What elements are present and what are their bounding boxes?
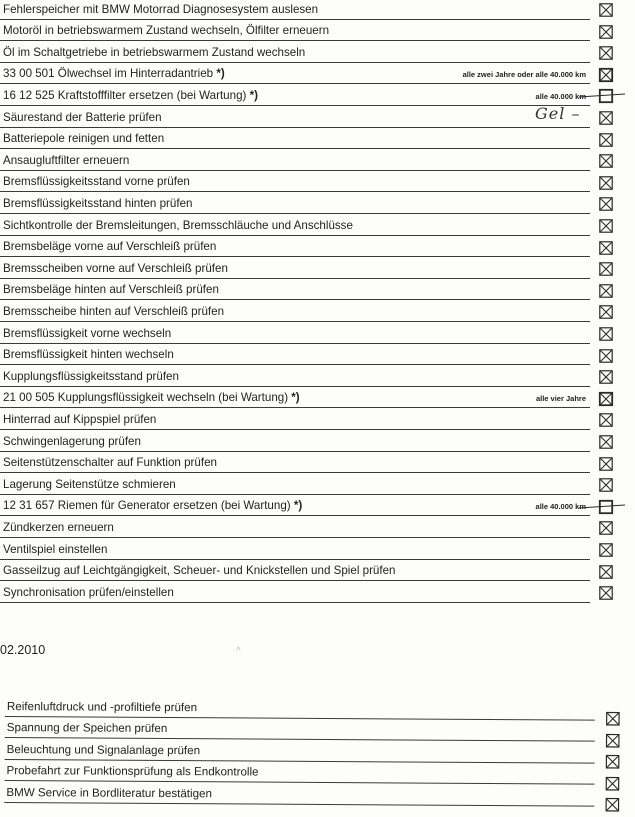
item-text: Bremsbeläge hinten auf Verschleiß prüfen — [3, 283, 219, 297]
checklist-item-label — [3, 46, 305, 59]
checklist-item-label — [3, 283, 219, 296]
item-text: 16 12 525 Kraftstofffilter ersetzen (bei Wartung) — [3, 88, 247, 102]
checklist-item-label: Beleuchtung und Signalanlage prüfen — [6, 742, 201, 757]
footnote-marker: *) — [213, 67, 225, 81]
checklist-row — [0, 236, 590, 258]
checklist-row — [0, 41, 590, 63]
paper-speck: ^ — [236, 646, 241, 657]
item-text: Schwingenlagerung prüfen — [3, 434, 141, 448]
checklist-item-label — [3, 240, 216, 253]
checklist-item-label — [3, 67, 225, 80]
item-text: Hinterrad auf Kippspiel prüfen — [3, 412, 157, 426]
item-text: Ansaugluftfilter erneuern — [3, 153, 130, 167]
checked-checkbox[interactable] — [599, 46, 613, 60]
checklist-row — [0, 128, 590, 150]
item-text: Säurestand der Batterie prüfen — [3, 110, 162, 124]
checklist-row — [0, 408, 590, 430]
checklist-item-label — [3, 435, 141, 448]
checklist-row — [0, 473, 590, 495]
checklist-item-label — [3, 499, 302, 512]
unchecked-checkbox[interactable] — [599, 89, 613, 103]
checklist-item-label — [3, 564, 396, 577]
checked-checkbox[interactable] — [599, 284, 613, 298]
checked-checkbox[interactable] — [599, 457, 613, 471]
checklist-item-label — [3, 132, 164, 145]
interval-note: alle 40.000 km — [535, 91, 586, 101]
checklist-row — [0, 495, 590, 517]
interval-note: alle vier Jahre — [535, 394, 586, 404]
checklist-item-label — [3, 175, 190, 188]
section-date: 02.2010 — [0, 643, 46, 657]
checked-checkbox[interactable] — [599, 219, 613, 233]
checklist-item-label — [3, 478, 176, 491]
checklist-item-label — [3, 305, 224, 318]
checklist-row — [0, 430, 590, 452]
checked-checkbox[interactable] — [599, 435, 613, 449]
footnote-marker: *) — [288, 391, 300, 405]
checklist-item-label — [3, 111, 162, 124]
checked-checkbox[interactable] — [599, 262, 613, 276]
checklist-row — [0, 214, 590, 236]
checklist-item-label — [3, 327, 171, 340]
checked-checkbox[interactable] — [599, 111, 613, 125]
checklist-row — [0, 365, 590, 387]
checklist-row — [0, 344, 590, 366]
item-text: Motoröl in betriebswarmem Zustand wechseln, Ölfilter erneuern — [3, 24, 330, 38]
item-text: Zündkerzen erneuern — [3, 520, 114, 534]
checklist-item-label — [3, 348, 174, 361]
checked-checkbox[interactable] — [599, 327, 613, 341]
checklist-row — [0, 149, 590, 171]
checked-checkbox[interactable] — [599, 305, 613, 319]
checked-checkbox[interactable] — [599, 68, 613, 82]
checklist-row — [0, 106, 590, 128]
checklist-row — [0, 84, 590, 106]
checked-checkbox[interactable] — [599, 370, 613, 384]
item-text: Seitenstützenschalter auf Funktion prüfen — [3, 456, 217, 470]
checklist-item-label — [3, 3, 318, 16]
checklist-row — [0, 20, 590, 42]
checked-checkbox[interactable] — [599, 521, 613, 535]
checklist-row — [0, 452, 590, 474]
checklist-section-2 — [0, 695, 635, 804]
item-text: Bremsflüssigkeitsstand vorne prüfen — [3, 175, 190, 189]
checklist-item-label — [3, 543, 107, 556]
checklist-item-label — [3, 262, 228, 275]
checklist-item-label: Reifenluftdruck und -profiltiefe prüfen — [6, 699, 198, 714]
item-text: Bremsflüssigkeit vorne wechseln — [3, 326, 172, 340]
item-text: Bremsbeläge vorne auf Verschleiß prüfen — [3, 240, 217, 254]
checked-checkbox[interactable] — [599, 413, 613, 427]
interval-note: alle zwei Jahre oder alle 40.000 km — [462, 70, 586, 80]
checklist-row — [0, 300, 590, 322]
checklist-row — [0, 0, 590, 20]
checklist-item-label — [3, 370, 179, 383]
item-text: Kupplungsflüssigkeitsstand prüfen — [3, 369, 179, 383]
checklist-item-label — [3, 521, 114, 534]
item-text: Sichtkontrolle der Bremsleitungen, Bremsschläuche und Anschlüsse — [3, 218, 353, 232]
checklist-item-label — [3, 456, 217, 469]
item-text: Öl im Schaltgetriebe in betriebswarmem Zustand wechseln — [3, 45, 306, 59]
checklist-row — [0, 322, 590, 344]
checked-checkbox[interactable] — [599, 3, 613, 17]
checked-checkbox[interactable] — [599, 197, 613, 211]
interval-note: alle 40.000 km — [535, 502, 586, 512]
checked-checkbox[interactable] — [599, 565, 613, 579]
checklist-item-label — [3, 391, 300, 404]
item-text: Ventilspiel einstellen — [3, 542, 108, 556]
checklist-row — [0, 516, 590, 538]
item-text: Bremsscheibe hinten auf Verschleiß prüfen — [3, 304, 225, 318]
checklist-item-label — [3, 154, 129, 167]
checklist-item-label: BMW Service in Bordliteratur bestätigen — [6, 785, 213, 800]
checklist-row — [0, 63, 590, 85]
item-text: Synchronisation prüfen/einstellen — [3, 585, 174, 599]
checklist-row — [0, 279, 590, 301]
checklist-row — [4, 781, 594, 806]
checklist-item-label — [3, 89, 258, 102]
checklist-row — [0, 192, 590, 214]
footnote-marker: *) — [290, 499, 303, 513]
checklist-row — [0, 560, 590, 582]
footnote-marker: *) — [246, 88, 258, 102]
checked-checkbox[interactable] — [599, 241, 613, 255]
checked-checkbox[interactable] — [599, 478, 613, 492]
item-text: Bremsflüssigkeitsstand hinten prüfen — [3, 196, 193, 210]
item-text: Fehlerspeicher mit BMW Motorrad Diagnosesystem auslesen — [3, 2, 319, 16]
checklist-item-label — [3, 219, 353, 232]
checklist-row — [0, 171, 590, 193]
item-text: 12 31 657 Riemen für Generator ersetzen (bei Wartung) — [3, 499, 291, 513]
checked-checkbox[interactable] — [599, 543, 613, 557]
checklist-row — [0, 257, 590, 279]
item-text: Lagerung Seitenstütze schmieren — [3, 477, 176, 491]
handwritten-note: Gel – — [535, 104, 581, 123]
item-text: Bremsflüssigkeit hinten wechseln — [3, 348, 174, 362]
checklist-item-label: Spannung der Speichen prüfen — [6, 721, 168, 736]
item-text: 33 00 501 Ölwechsel im Hinterradantrieb — [3, 67, 214, 81]
checklist-item-label — [3, 413, 156, 426]
item-text: 21 00 505 Kupplungsflüssigkeit wechseln (bei Wartung) — [3, 391, 289, 405]
checklist-item-label: Probefahrt zur Funktionsprüfung als Endkontrolle — [6, 764, 259, 779]
checked-checkbox[interactable] — [599, 176, 613, 190]
checked-checkbox[interactable] — [599, 349, 613, 363]
unchecked-checkbox[interactable] — [599, 500, 613, 514]
checklist-item-label — [3, 24, 329, 37]
checked-checkbox[interactable] — [599, 133, 613, 147]
checked-checkbox[interactable] — [606, 755, 620, 769]
checklist-item-label — [3, 586, 174, 599]
checked-checkbox[interactable] — [599, 586, 613, 600]
checked-checkbox[interactable] — [599, 154, 613, 168]
checked-checkbox[interactable] — [606, 733, 620, 747]
item-text: Gasseilzug auf Leichtgängigkeit, Scheuer- und Knickstellen und Spiel prüfen — [3, 564, 396, 578]
checklist-row — [0, 581, 590, 603]
checked-checkbox[interactable] — [606, 712, 620, 726]
checked-checkbox[interactable] — [599, 25, 613, 39]
checked-checkbox[interactable] — [605, 776, 619, 790]
checked-checkbox[interactable] — [599, 392, 613, 406]
item-text: Bremsscheiben vorne auf Verschleiß prüfen — [3, 261, 228, 275]
checklist-item-label — [3, 197, 192, 210]
item-text: Batteriepole reinigen und fetten — [3, 132, 165, 146]
checklist-row — [0, 538, 590, 560]
checklist-row — [0, 387, 590, 409]
